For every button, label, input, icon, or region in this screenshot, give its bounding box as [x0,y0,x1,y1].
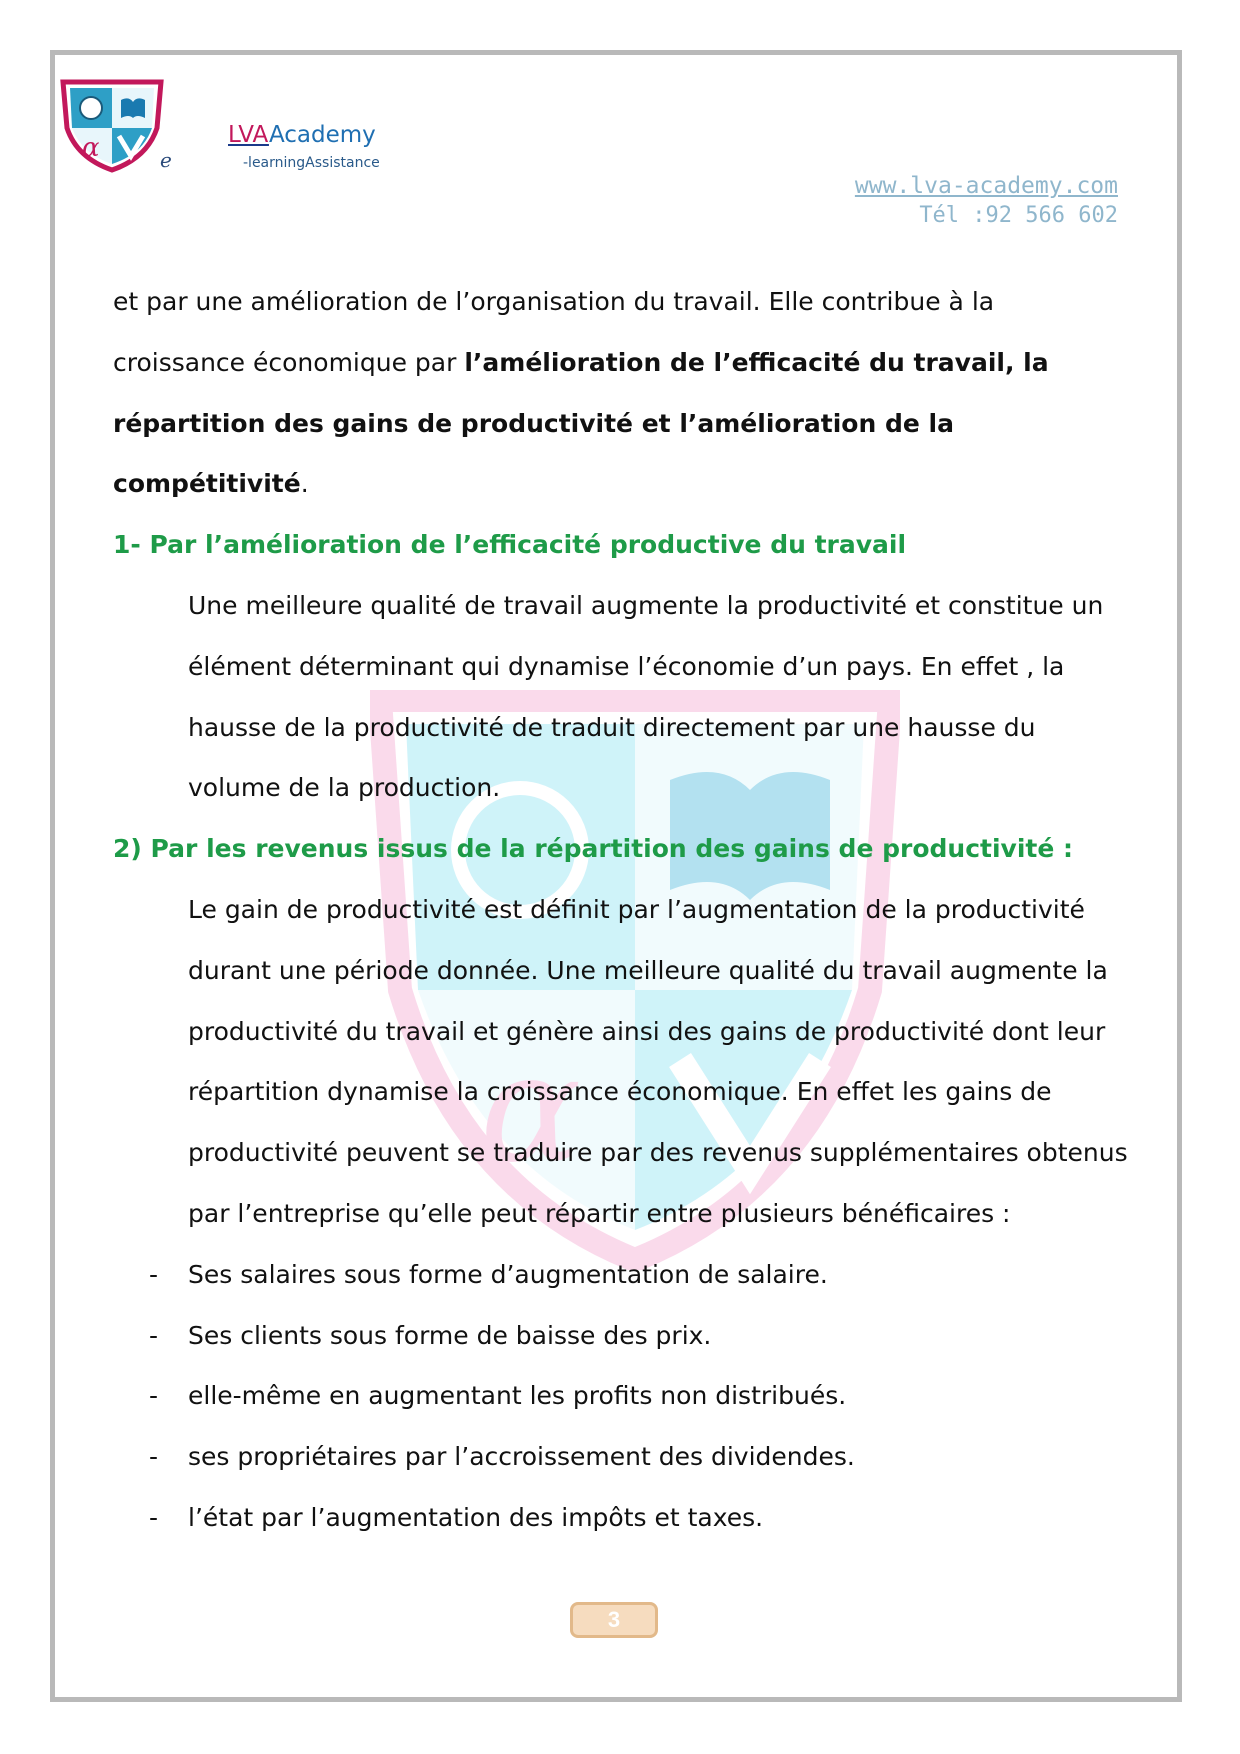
list-dash: - [149,1320,159,1350]
intro-text: et par une amélioration de l’organisation du travail. Elle contribue à la croissance économique par [113,287,995,377]
page-number-badge: 3 [570,1602,658,1638]
list-dash: - [149,1259,159,1289]
svg-text:α: α [480,1022,582,1196]
svg-text:α: α [82,133,100,163]
list-item-text: Ses salaires sous forme d’augmentation de salaire. [188,1259,828,1289]
brand-name [228,121,376,149]
section-heading-1: 1- Par l’amélioration de l’efficacité productive du travail [113,530,907,560]
list-item [113,1366,1133,1427]
list-dash: - [149,1502,159,1532]
beneficiaries-list [113,1245,1133,1549]
intro-bold-text: l’amélioration de l’efficacité du travail, la répartition des gains de productivité et l’amélioration de la compétitivité [113,347,1049,499]
section-1-paragraph: Une meilleure qualité de travail augmente la productivité et constitue un élément déterminant qui dynamise l’économie d’un pays. En effet , la hausse de la productivité de traduit directement par une hausse du volume de la production. [188,590,1104,803]
list-item-text: Ses clients sous forme de baisse des prix. [188,1320,712,1350]
brand-tagline: -learningAssistance [243,155,380,171]
lva-logo-icon [57,78,167,174]
brand-lva: LVA [228,122,269,148]
intro-end: . [300,469,309,499]
list-item-text: ses propriétaires par l’accroissement des dividendes. [188,1442,855,1472]
list-item-text: l’état par l’augmentation des impôts et taxes. [188,1502,764,1532]
website-link[interactable]: www.lva-academy.com [854,173,1118,199]
list-dash: - [149,1442,159,1472]
list-item [113,1245,1133,1306]
section-heading-2: 2) Par les revenus issus de la répartition des gains de productivité : [113,834,1074,864]
section-2-paragraph: Le gain de productivité est définit par l’augmentation de la productivité durant une période donnée. Une meilleure qualité du travail augmente la productivité du travail et génère ainsi des gains de productivité dont leur répartition dynamise la croissance économique. En effet les gains de productivité peuvent se traduire par des revenus supplémentaires obtenus par l’entreprise qu’elle peut répartir entre plusieurs bénéficaires : [188,894,1128,1228]
list-item [113,1427,1133,1488]
intro-paragraph [113,272,1133,515]
list-item [113,1488,1133,1549]
brand-academy: Academy [268,122,376,148]
main-content [113,272,1133,1549]
list-dash: - [149,1381,159,1411]
list-item [113,1306,1133,1367]
phone-number: Tél :92 566 602 [919,203,1118,228]
list-item-text: elle-même en augmentant les profits non distribués. [188,1381,847,1411]
logo-e-mark: e [160,148,172,172]
